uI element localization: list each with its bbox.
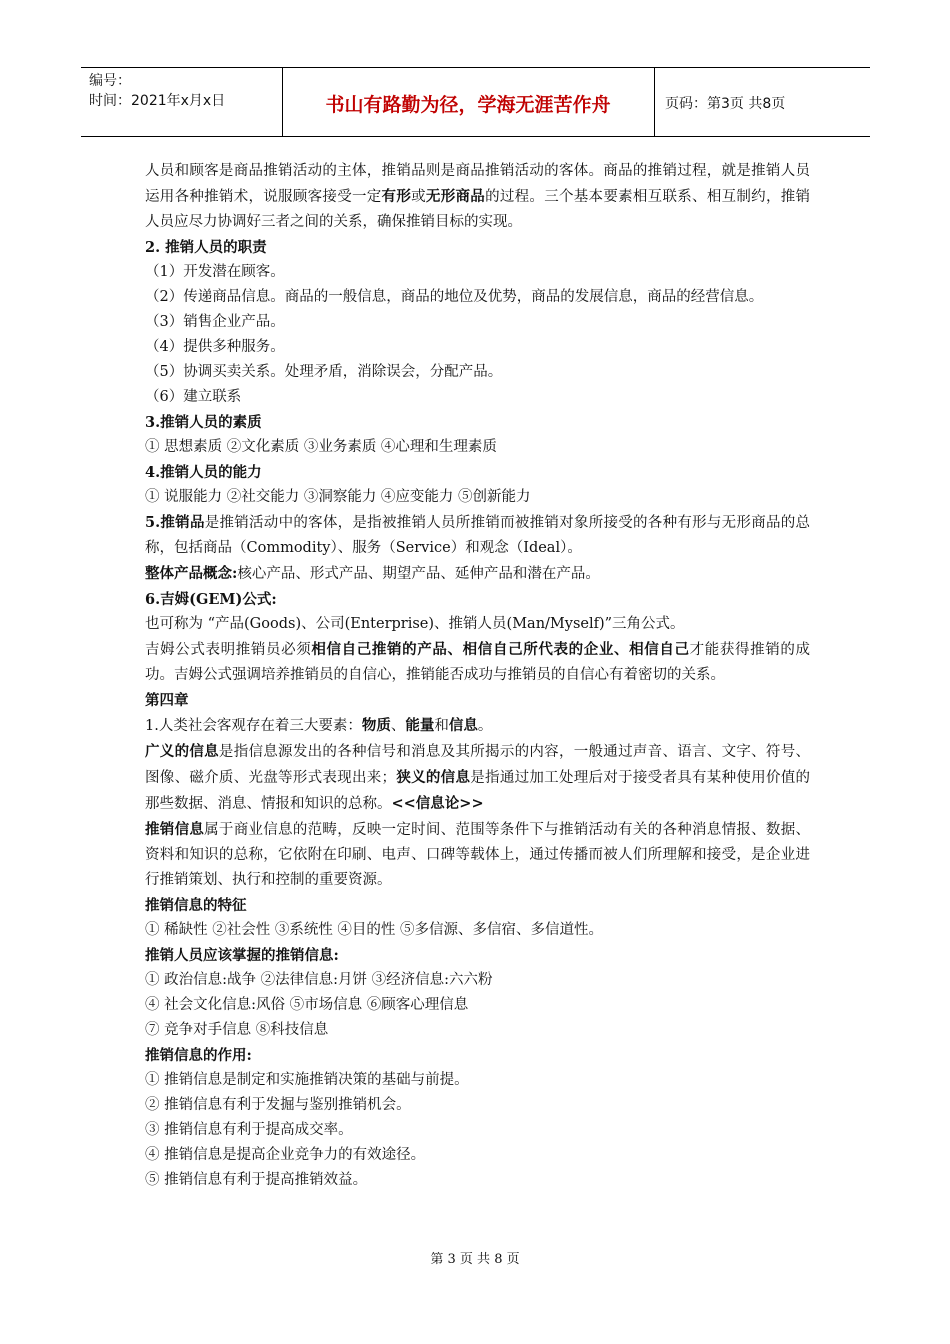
section-heading — [145, 235, 810, 260]
text-run: <<信息论>> — [391, 795, 484, 812]
text-run: 整体产品概念: — [145, 565, 238, 582]
paragraph — [145, 485, 810, 510]
text-run: （1）开发潜在顾客。 — [145, 264, 285, 280]
paragraph — [145, 159, 810, 235]
document-body — [145, 159, 810, 1193]
paragraph — [145, 260, 810, 285]
text-run: ④ 社会文化信息:风俗 ⑤市场信息 ⑥顾客心理信息 — [145, 997, 469, 1013]
text-run: 6.吉姆 — [145, 591, 190, 608]
paragraph — [145, 1118, 810, 1143]
text-run: (GEM) — [189, 591, 243, 608]
text-run: 是指通过加工处理后对于接受者具有某种使用价值的那些数据、消息、情报和知识的总称。 — [145, 770, 811, 812]
section-heading — [145, 893, 810, 918]
text-run: 物质 — [361, 717, 391, 734]
text-run: 的过程。三个基本要素相互联系、相互制约，推销人员应尽力协调好三者之间的关系，确保推销目标的实现。 — [145, 189, 811, 230]
paragraph — [145, 993, 810, 1018]
text-run: 5.推销品 — [145, 514, 205, 531]
text-run: ① 稀缺性 ②社会性 ③系统性 ④目的性 ⑤多信源、多信宿、多信道性。 — [145, 922, 604, 938]
text-run: 第四章 — [145, 692, 189, 709]
section-heading — [145, 688, 810, 713]
time-label: 时间：2021年x月x日 — [89, 93, 226, 109]
paragraph — [145, 1143, 810, 1168]
text-run: （6）建立联系 — [145, 389, 242, 405]
header-meta — [89, 71, 225, 111]
paragraph — [145, 1168, 810, 1193]
text-run: ② 推销信息有利于发掘与鉴别推销机会。 — [145, 1097, 411, 1113]
section-heading — [145, 460, 810, 485]
paragraph — [145, 510, 810, 561]
paragraph — [145, 1018, 810, 1043]
text-run: 推销信息的特征 — [145, 897, 247, 914]
text-run: ⑤ 推销信息有利于提高推销效益。 — [145, 1172, 368, 1188]
section-heading — [145, 410, 810, 435]
text-run: 吉姆公式表明推销员必须 — [145, 642, 312, 658]
text-run: 推销信息 — [145, 821, 205, 838]
text-run: 也可称为 “产品(Goods)、公司(Enterprise)、推销人员(Man/Myself)”三角公式。 — [145, 616, 685, 632]
text-run: 信息 — [448, 717, 478, 734]
text-run: 、 — [390, 718, 406, 734]
text-run: 4.推销人员的能力 — [145, 464, 262, 481]
text-run: 无形商品 — [425, 188, 486, 205]
paragraph — [145, 435, 810, 460]
paragraph — [145, 561, 810, 587]
paragraph — [145, 713, 810, 739]
text-run: 相信自己推销的产品、相信自己所代表的企业、相信自己 — [311, 641, 690, 658]
text-run: 属于商业信息的范畴，反映一定时间、范围等条件下与推销活动有关的各种消息情报、数据、资料和知识的总称，它依附在印刷、电声、口碑等载体上，通过传播而被人们所理解和接受，是企业进行推销策划、执行和控制的重要资源。 — [145, 822, 811, 888]
text-run: 是指信息源发出的各种信号和消息及其所揭示的内容，一般通过声音、语言、文字、符号、图像、磁介质、光盘等形式表现出来； — [145, 744, 810, 786]
header-motto: 书山有路勤为径，学海无涯苦作舟 — [325, 94, 611, 116]
text-run: 3.推销人员的素质 — [145, 414, 262, 431]
paragraph — [145, 739, 810, 817]
text-run: ⑦ 竞争对手信息 ⑧科技信息 — [145, 1022, 329, 1038]
text-run: （3）销售企业产品。 — [145, 314, 285, 330]
text-run: ① 说服能力 ②社交能力 ③洞察能力 ④应变能力 ⑤创新能力 — [145, 489, 531, 505]
text-run: ① 推销信息是制定和实施推销决策的基础与前提。 — [145, 1072, 469, 1088]
section-heading — [145, 1043, 810, 1068]
text-run: 1.人类社会客观存在着三大要素： — [145, 718, 362, 734]
text-run: ④ 推销信息是提高企业竞争力的有效途径。 — [145, 1147, 426, 1163]
section-heading — [145, 587, 810, 612]
paragraph — [145, 285, 810, 310]
paragraph — [145, 637, 810, 688]
text-run: （2）传递商品信息。商品的一般信息，商品的地位及优势，商品的发展信息，商品的经营信息。 — [145, 289, 764, 305]
paragraph — [145, 612, 810, 637]
header-page-info: 页码：第3页 共8页 — [665, 96, 786, 112]
text-run: 推销人员应该掌握的推销信息: — [145, 947, 339, 964]
text-run: 狭义的信息 — [396, 769, 471, 786]
paragraph — [145, 1068, 810, 1093]
paragraph — [145, 385, 810, 410]
page-header — [81, 67, 870, 137]
paragraph — [145, 335, 810, 360]
paragraph — [145, 968, 810, 993]
text-run: （5）协调买卖关系。处理矛盾，消除误会，分配产品。 — [145, 364, 503, 380]
text-run: 2. 推销人员的职责 — [145, 239, 267, 256]
text-run: 和 — [434, 718, 449, 734]
paragraph — [145, 1093, 810, 1118]
paragraph — [145, 310, 810, 335]
text-run: 或 — [411, 189, 426, 205]
header-divider — [654, 68, 655, 136]
paragraph — [145, 918, 810, 943]
text-run: 核心产品、形式产品、期望产品、延伸产品和潜在产品。 — [237, 566, 600, 582]
text-run: 公式: — [242, 591, 277, 608]
number-label: 编号： — [89, 73, 131, 89]
section-heading — [145, 943, 810, 968]
text-run: 。 — [477, 718, 493, 734]
text-run: 才能获得推销的成功。吉姆公式强调培养推销员的自信心，推销能否成功与推销员的自信心有着密切的关系。 — [145, 642, 811, 683]
paragraph — [145, 817, 810, 893]
text-run: ③ 推销信息有利于提高成交率。 — [145, 1122, 353, 1138]
text-run: ① 思想素质 ②文化素质 ③业务素质 ④心理和生理素质 — [145, 439, 497, 455]
text-run: 能量 — [405, 717, 435, 734]
text-run: 有形 — [381, 188, 412, 205]
text-run: 人员和顾客是商品推销活动的主体，推销品则是商品推销活动的客体。商品的推销过程，就是推销人员运用各种推销术，说服顾客接受一定 — [145, 163, 810, 205]
text-run: 是推销活动中的客体，是指被推销人员所推销而被推销对象所接受的各种有形与无形商品的总称，包括商品（Commodity）、服务（Service）和观念（Ideal）。 — [145, 515, 810, 556]
text-run: 广义的信息 — [145, 743, 219, 760]
page-footer: 第 3 页 共 8 页 — [430, 1252, 520, 1267]
text-run: ① 政治信息:战争 ②法律信息:月饼 ③经济信息:六六粉 — [145, 972, 493, 988]
paragraph — [145, 360, 810, 385]
text-run: （4）提供多种服务。 — [145, 339, 285, 355]
text-run: 推销信息的作用: — [145, 1047, 252, 1064]
